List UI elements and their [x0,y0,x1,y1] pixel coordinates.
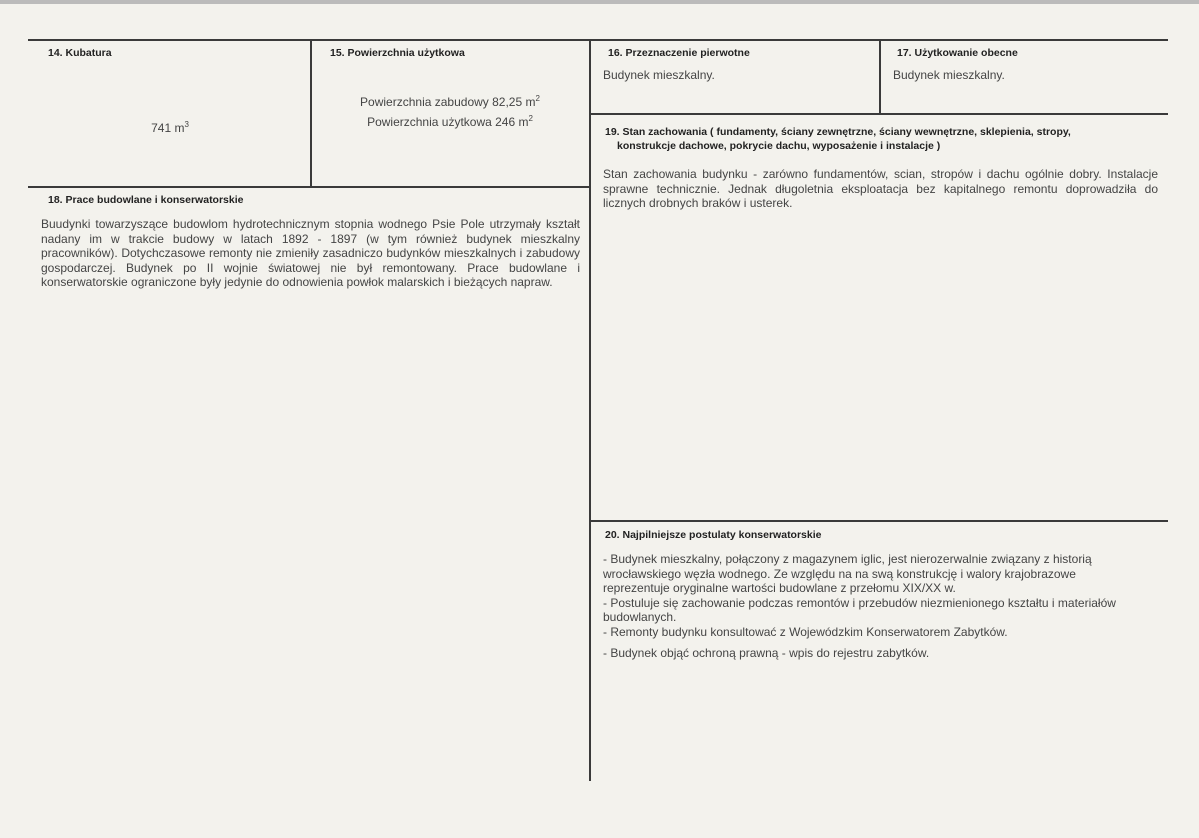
field-20-list [603,552,1128,661]
table-border-top [28,39,1168,41]
postulate-item: - Postuluje się zachowanie podczas remontów i przebudów niezmienionego kształtu i materiałów budowlanych. [603,595,1116,624]
field-18-text: Buudynki towarzyszące budowlom hydrotechnicznym stopnia wodnego Psie Pole utrzymały kształt nadany im w trakcie budowy w latach 1892 - 1897 (w tym również budynek mieszkalny pracowników). Dotychczasowe remonty nie zmieniły zasadniczo budynków mieszkalnych i zabudowy gospodarczej. Budynek po II wojnie światowej nie był remontowany. Prace budowlane i konserwatorskie ograniczone były jedynie do odnowienia powłok malarskich i bieżących napraw. [41,217,580,289]
field-18-label: 18. Prace budowlane i konserwatorskie [48,194,244,206]
divider-16-17 [879,39,881,114]
field-19-label: 19. Stan zachowania ( fundamenty, ściany zewnętrzne, ściany wewnętrzne, sklepienia, stropy, konstrukcje dachowe, pokrycie dachu, wyposażenie i instalacje ) [605,126,1071,152]
field-15-value: Powierzchnia zabudowy 82,25 $m^2$ Powierzchnia użytkowa 246 $m^2$ [360,94,540,129]
field-16-label: 16. Przeznaczenie pierwotne [608,47,750,59]
field-17-label: 17. Użytkowanie obecne [897,47,1018,59]
postulate-item: - Remonty budynku konsultować z Wojewódzkim Konserwatorem Zabytków. [603,624,1008,639]
field-19-text: Stan zachowania budynku - zarówno fundamentów, scian, stropów i dachu ogólnie dobry. Instalacje sprawne technicznie. Jednak długoletnia eksploatacja bez kapitalnego remontu doprowadziła do licznych drobnych braków i usterek. [603,167,1158,210]
field-17-value: Budynek mieszkalny. [893,68,1005,82]
divider-center [589,39,591,781]
field-16-value: Budynek mieszkalny. [603,68,715,82]
scan-edge [0,0,1199,4]
postulate-item: - Budynek objąć ochroną prawną - wpis do rejestru zabytków. [603,646,930,660]
field-14-label: 14. Kubatura [48,47,112,59]
field-15-label: 15. Powierzchnia użytkowa [330,47,465,59]
divider-18 [28,186,590,188]
postulate-item: - Budynek mieszkalny, połączony z magazynem iglic, jest nierozerwalnie związany z historią wrocławskiego węzła wodnego. Ze względu na na swą konstrukcję i walory krajobrazowe reprezentuje oryginalne wartości budowlane z przełomu XIX/XX w. [603,552,1092,595]
field-14-value: 741 $m^3$ [151,120,189,135]
divider-20 [590,520,1168,522]
field-20-label: 20. Najpilniejsze postulaty konserwatorskie [605,529,822,541]
